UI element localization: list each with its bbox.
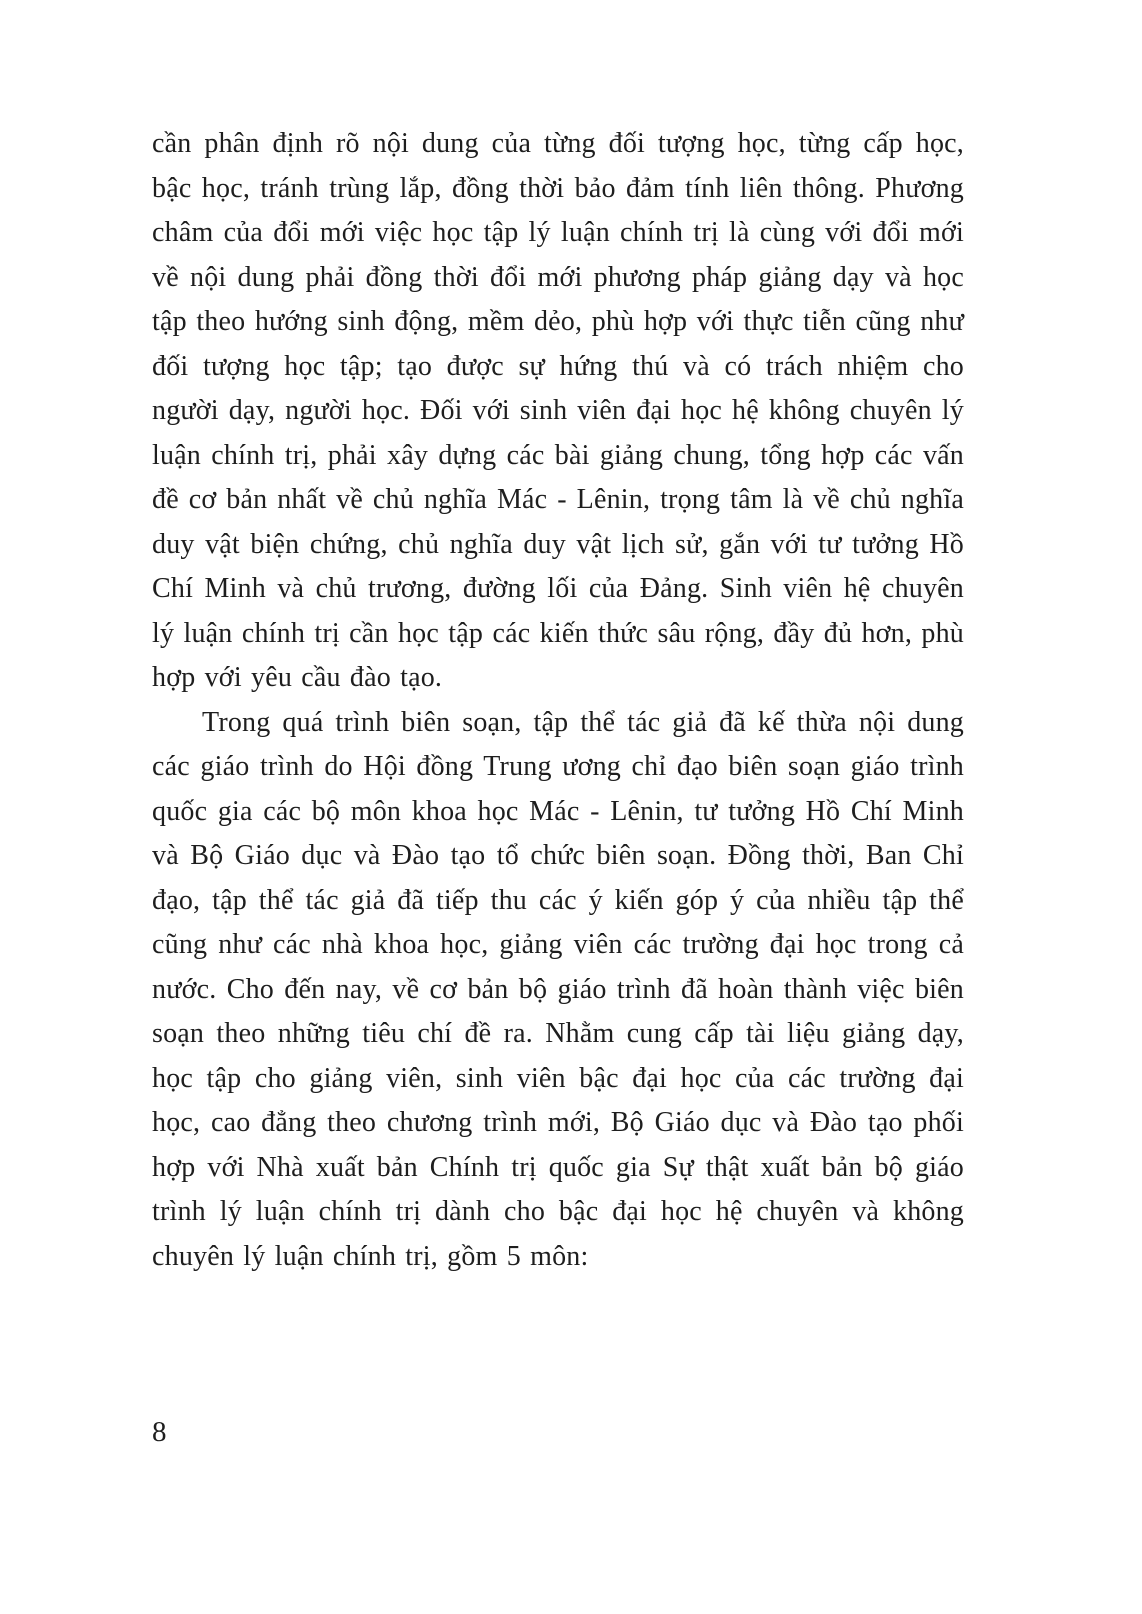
page-number: 8 (152, 1416, 167, 1448)
body-text (152, 122, 964, 1279)
paragraph-continuation: cần phân định rõ nội dung của từng đối tượng học, từng cấp học, bậc học, tránh trùng lắp, đồng thời bảo đảm tính liên thông. Phương châm của đổi mới việc học tập lý luận chính trị là cùng với đổi mới về nội dung phải đồng thời đổi mới phương pháp giảng dạy và học tập theo hướng sinh động, mềm dẻo, phù hợp với thực tiễn cũng như đối tượng học tập; tạo được sự hứng thú và có trách nhiệm cho người dạy, người học. Đối với sinh viên đại học hệ không chuyên lý luận chính trị, phải xây dựng các bài giảng chung, tổng hợp các vấn đề cơ bản nhất về chủ nghĩa Mác - Lênin, trọng tâm là về chủ nghĩa duy vật biện chứng, chủ nghĩa duy vật lịch sử, gắn với tư tưởng Hồ Chí Minh và chủ trương, đường lối của Đảng. Sinh viên hệ chuyên lý luận chính trị cần học tập các kiến thức sâu rộng, đầy đủ hơn, phù hợp với yêu cầu đào tạo. (152, 128, 964, 693)
paragraph: Trong quá trình biên soạn, tập thể tác giả đã kế thừa nội dung các giáo trình do Hội đồng Trung ương chỉ đạo biên soạn giáo trình quốc gia các bộ môn khoa học Mác - Lênin, tư tưởng Hồ Chí Minh và Bộ Giáo dục và Đào tạo tổ chức biên soạn. Đồng thời, Ban Chỉ đạo, tập thể tác giả đã tiếp thu các ý kiến góp ý của nhiều tập thể cũng như các nhà khoa học, giảng viên các trường đại học trong cả nước. Cho đến nay, về cơ bản bộ giáo trình đã hoàn thành việc biên soạn theo những tiêu chí đề ra. Nhằm cung cấp tài liệu giảng dạy, học tập cho giảng viên, sinh viên bậc đại học của các trường đại học, cao đẳng theo chương trình mới, Bộ Giáo dục và Đào tạo phối hợp với Nhà xuất bản Chính trị quốc gia Sự thật xuất bản bộ giáo trình lý luận chính trị dành cho bậc đại học hệ chuyên và không chuyên lý luận chính trị, gồm 5 môn: (152, 706, 964, 1272)
